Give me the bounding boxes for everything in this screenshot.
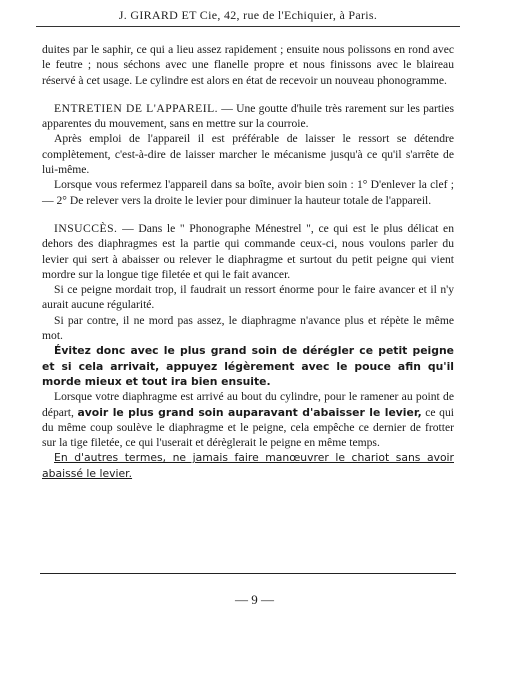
paragraph-evitez: Évitez donc avec le plus grand soin de dérégler ce petit peigne et si cela arrivait, appuyez légèrement avec le pouce afin qu'il morde mieux et tout ira bien ensuite. bbox=[42, 344, 454, 388]
paragraph-insucces bbox=[42, 221, 454, 282]
paragraph-ressort: Après emploi de l'appareil il est préférable de laisser le ressort se détendre complètement, c'est-à-dire de laisser marcher le mécanisme jusqu'à ce qu'il s'arrête de lui-même. bbox=[42, 132, 454, 177]
paragraph-conclusion: En d'autres termes, ne jamais faire manœuvrer le chariot sans avoir abaissé le levier. bbox=[42, 451, 454, 480]
running-header: J. GIRARD ET Cie, 42, rue de l'Echiquier, à Paris. bbox=[118, 8, 378, 22]
section-heading-entretien: ENTRETIEN DE L'APPAREIL. bbox=[54, 101, 219, 115]
header-rule bbox=[36, 26, 460, 27]
section-heading-insucces: INSUCCÈS. bbox=[54, 221, 118, 235]
paragraph-peigne-pas-assez: Si par contre, il ne mord pas assez, le diaphragme n'avance plus et répète le même mot. bbox=[42, 313, 454, 343]
section-text-entretien: — Une goutte d'huile très rarement sur les parties apparentes du mouvement, sans en mettre sur la courroie. bbox=[42, 101, 454, 131]
body-text bbox=[42, 42, 454, 481]
diaphragme-retour-lead: Lorsque votre diaphragme est arrivé au bout du cylindre, pour le ramener au point de départ, bbox=[42, 390, 454, 419]
section-text-insucces: — Dans le " Phonographe Ménestrel ", ce qui est le plus délicat en dehors des diaphragmes est la partie qui commande ceux-ci, nous voulons parler du levier qui sert à abaisser ou relever le diaphragme et surtout du petit peigne qui vient mordre sur la longue tige filetée et qui le fait avancer. bbox=[42, 221, 454, 281]
paragraph-cylinder-polishing: duites par le saphir, ce qui a lieu assez rapidement ; ensuite nous polissons en rond avec le feutre ; nous séchons avec une flanelle propre et nous finissons avec le blaireau réservé à cet usage. Le cylindre est alors en état de recevoir un nouveau phonogramme. bbox=[42, 43, 454, 87]
paragraph-diaphragme-retour bbox=[42, 389, 454, 450]
paragraph-entretien bbox=[42, 101, 454, 132]
paragraph-boite: Lorsque vous refermez l'appareil dans sa boîte, avoir bien soin : 1° D'enlever la clef ; — 2° De relever vers la droite le levier pour diminuer la hauteur totale de l'appareil. bbox=[42, 178, 454, 207]
diaphragme-retour-tail: ce qui du même coup soulève le diaphragme et le peigne, cela empêche ce dernier de frotter sur la tige filetée, ce qui l'userait et dérèglerait le peigne en même temps. bbox=[42, 405, 454, 450]
paragraph-peigne-trop: Si ce peigne mordait trop, il faudrait un ressort énorme pour le faire avancer et il n'y aurait aucune régularité. bbox=[42, 283, 454, 312]
page-number: — 9 — bbox=[235, 592, 274, 607]
diaphragme-retour-emphasis: avoir le plus grand soin auparavant d'abaisser le levier, bbox=[77, 405, 422, 419]
closing-rule bbox=[40, 573, 456, 574]
